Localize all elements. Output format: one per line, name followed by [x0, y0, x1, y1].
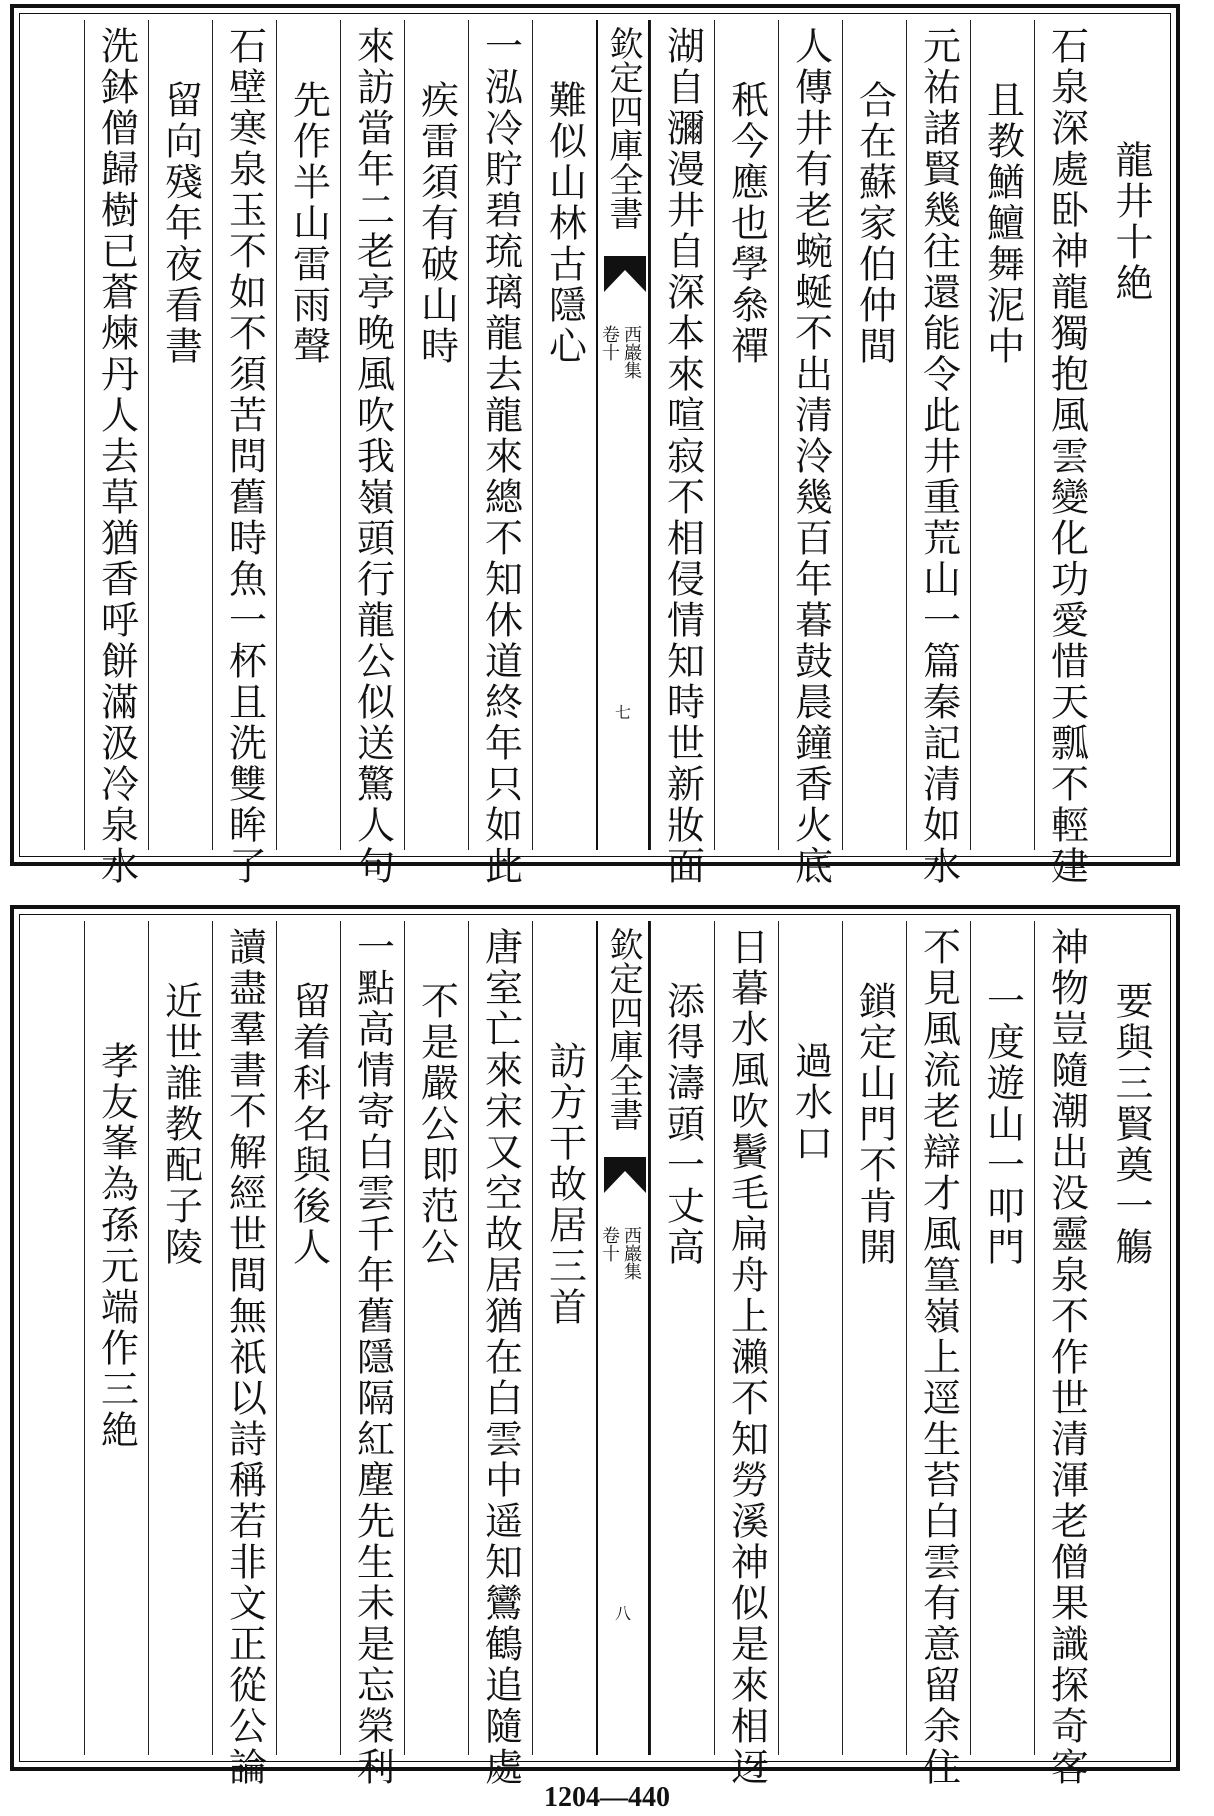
text-column: 留向殘年夜看書 [148, 20, 212, 850]
poem-title: 訪方干故居三首 [532, 921, 596, 1755]
text-column: 湖自瀰漫井自深本來喧寂不相侵情知時世新妝面 [650, 20, 714, 850]
poem-title: 孝友峯為孫元端作三絶 [84, 921, 148, 1755]
text-column: 來訪當年二老亭晚風吹我嶺頭行龍公似送驚人句 [340, 20, 404, 850]
text-column: 洗鉢僧歸樹已蒼煉丹人去草猶香呼餅滿汲冷泉水 [84, 20, 148, 850]
text-column: 鎖定山門不肯開 [842, 921, 906, 1755]
gutter-volume: 卷十 [599, 1226, 620, 1262]
fish-tail-mark-icon [604, 256, 646, 292]
text-column: 一點高情寄白雲千年舊隱隔紅塵先生未是忘榮利 [340, 921, 404, 1755]
center-gutter [596, 20, 650, 850]
gutter-title: 欽定四庫全書 [603, 927, 643, 1131]
gutter-book: 西巖集 [621, 1226, 642, 1280]
poem-title: 過水口 [778, 921, 842, 1755]
gutter-page-number: 八 [614, 1604, 632, 1623]
text-column: 添得濤頭一丈高 [650, 921, 714, 1755]
text-column: 留着科名與後人 [276, 921, 340, 1755]
text-column: 人傳井有老蜿蜒不出清泠幾百年暮鼓晨鐘香火底 [778, 20, 842, 850]
top-page [10, 4, 1180, 887]
gutter-title: 欽定四庫全書 [603, 26, 643, 230]
text-column: 疾雷須有破山時 [404, 20, 468, 850]
text-column: 唐室亡來宋又空故居猶在白雲中遥知鸞鶴追隨處 [468, 921, 532, 1755]
poem-title: 龍井十絶 [1109, 140, 1153, 304]
text-column: 不見風流老辯才風篁嶺上逕生苔白雲有意留余住 [906, 921, 970, 1755]
text-column: 先作半山雷雨聲 [276, 20, 340, 850]
text-column: 神物豈隨潮出没靈泉不作世清渾老僧果識探奇客 [1034, 921, 1098, 1755]
text-column: 秖今應也學叅禪 [714, 20, 778, 850]
text-column: 不是嚴公即范公 [404, 921, 468, 1755]
text-column: 近世誰教配子陵 [148, 921, 212, 1755]
fish-tail-mark-icon [604, 1157, 646, 1193]
text-column: 合在蘇家伯仲間 [842, 20, 906, 850]
text-column: 要與三賢奠一觴 [1109, 981, 1153, 1268]
text-column: 日暮水風吹鬢毛扁舟上瀨不知勞溪神似是來相迓 [714, 921, 778, 1755]
text-column: 石泉深處卧神龍獨抱風雲變化功愛惜天瓢不輕建 [1034, 20, 1098, 850]
text-column: 元祐諸賢幾往還能令此井重荒山一篇秦記清如水 [906, 20, 970, 850]
text-column: 一泓冷貯碧琉璃龍去龍來總不知休道終年只如此 [468, 20, 532, 850]
gutter-book: 西巖集 [621, 325, 642, 379]
gutter-page-number: 七 [614, 703, 632, 722]
text-column: 讀盡羣書不解經世間無祇以詩稱若非文正從公論 [212, 921, 276, 1755]
text-column: 石壁寒泉玉不如不須苦問舊時魚一杯且洗雙眸了 [212, 20, 276, 850]
text-column: 難似山林古隱心 [532, 20, 596, 850]
center-gutter [596, 921, 650, 1755]
gutter-volume: 卷十 [599, 325, 620, 361]
page-footer-number: 1204—440 [544, 1782, 670, 1813]
text-column: 且教鰌鱣舞泥中 [970, 20, 1034, 850]
top-columns [26, 20, 1164, 887]
text-column: 一度遊山一叩門 [970, 921, 1034, 1755]
bottom-columns [26, 921, 1164, 1788]
bottom-page [10, 905, 1180, 1788]
